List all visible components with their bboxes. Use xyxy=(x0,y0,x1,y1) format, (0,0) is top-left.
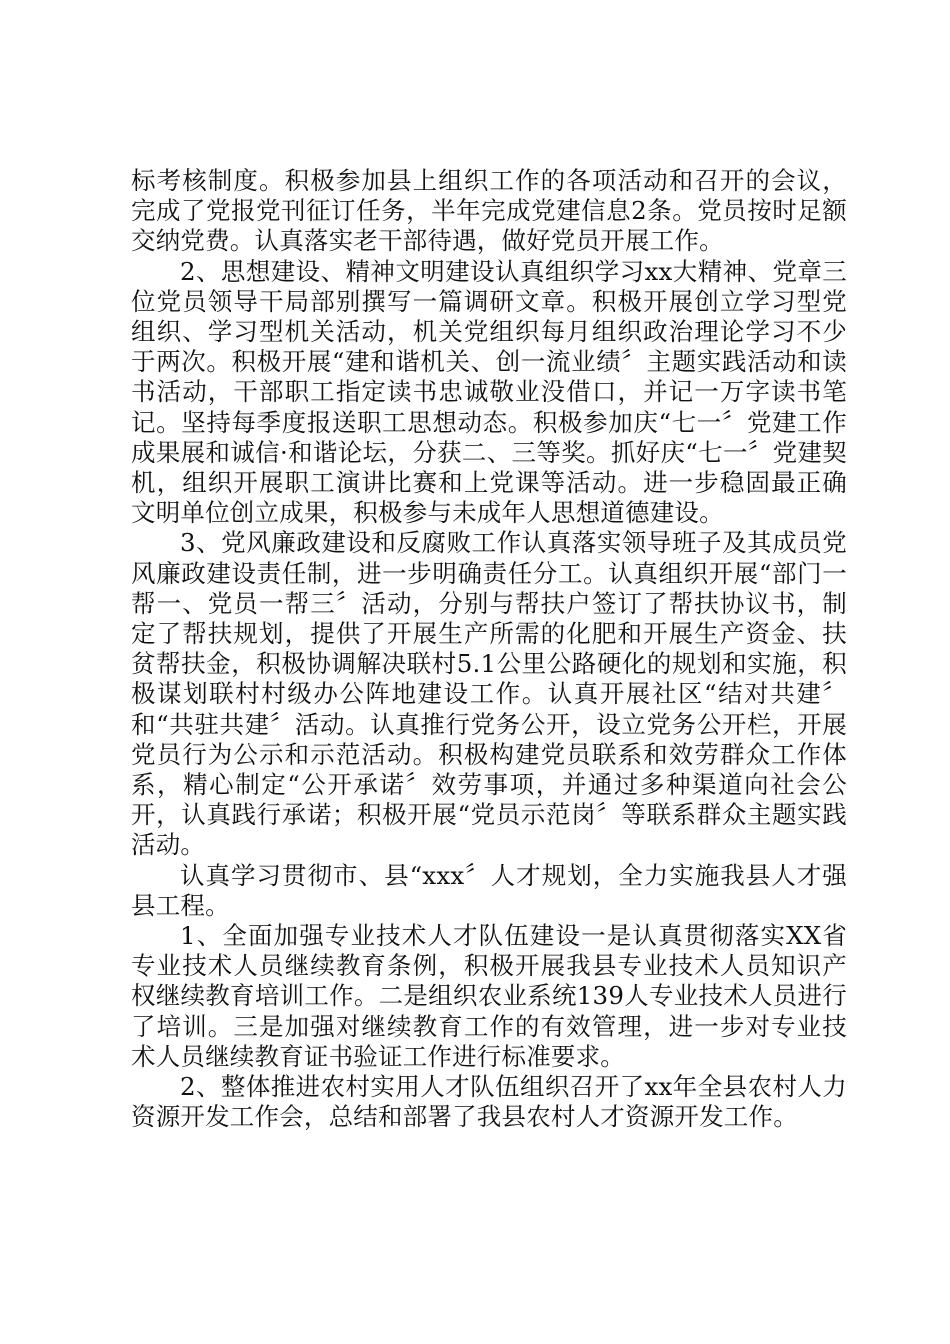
paragraph-anti-corruption: 3、党风廉政建设和反腐败工作认真落实领导班子及其成员党风廉政建设责任制，进一步明确责任分工。认真组织开展“部门一帮一、党员一帮三〞活动，分别与帮扶户签订了帮扶协议书，制定了帮扶规划，提供了开展生产所需的化肥和开展生产资金、扶贫帮扶金，积极协调解决联村5.1公里公路硬化的规划和实施，积极谋划联村村级办公阵地建设工作。认真开展社区“结对共建〞和“共驻共建〞活动。认真推行党务公开，设立党务公开栏，开展党员行为公示和示范活动。积极构建党员联系和效劳群众工作体系，精心制定“公开承诺〞效劳事项，并通过多种渠道向社会公开，认真践行承诺；积极开展“党员示范岗〞等联系群众主题实践活动。 xyxy=(131,528,847,860)
paragraph-rural-talent: 2、整体推进农村实用人才队伍组织召开了xx年全县农村人力资源开发工作会，总结和部署了我县农村人才资源开发工作。 xyxy=(131,1072,847,1132)
paragraph-talent-planning: 认真学习贯彻市、县“xxx〞人才规划，全力实施我县人才强县工程。 xyxy=(131,860,847,920)
paragraph-ideological-construction: 2、思想建设、精神文明建设认真组织学习xx大精神、党章三位党员领导干局部别撰写一篇调研文章。积极开展创立学习型党组织、学习型机关活动，机关党组织每月组织政治理论学习不少于两次。积极开展“建和谐机关、创一流业绩〞主题实践活动和读书活动，干部职工指定读书忠诚敬业没借口，并记一万字读书笔记。坚持每季度报送职工思想动态。积极参加庆“七一〞党建工作成果展和诚信·和谐论坛，分获二、三等奖。抓好庆“七一〞党建契机，组织开展职工演讲比赛和上党课等活动。进一步稳固最正确文明单位创立成果，积极参与未成年人思想道德建设。 xyxy=(131,256,847,528)
document-body xyxy=(131,166,847,1133)
paragraph-technical-talent: 1、全面加强专业技术人才队伍建设一是认真贯彻落实XX省专业技术人员继续教育条例，积极开展我县专业技术人员知识产权继续教育培训工作。二是组织农业系统139人专业技术人员进行了培训。三是加强对继续教育工作的有效管理，进一步对专业技术人员继续教育证书验证工作进行标准要求。 xyxy=(131,921,847,1071)
paragraph-continuation: 标考核制度。积极参加县上组织工作的各项活动和召开的会议，完成了党报党刊征订任务，半年完成党建信息2条。党员按时足额交纳党费。认真落实老干部待遇，做好党员开展工作。 xyxy=(131,166,847,256)
